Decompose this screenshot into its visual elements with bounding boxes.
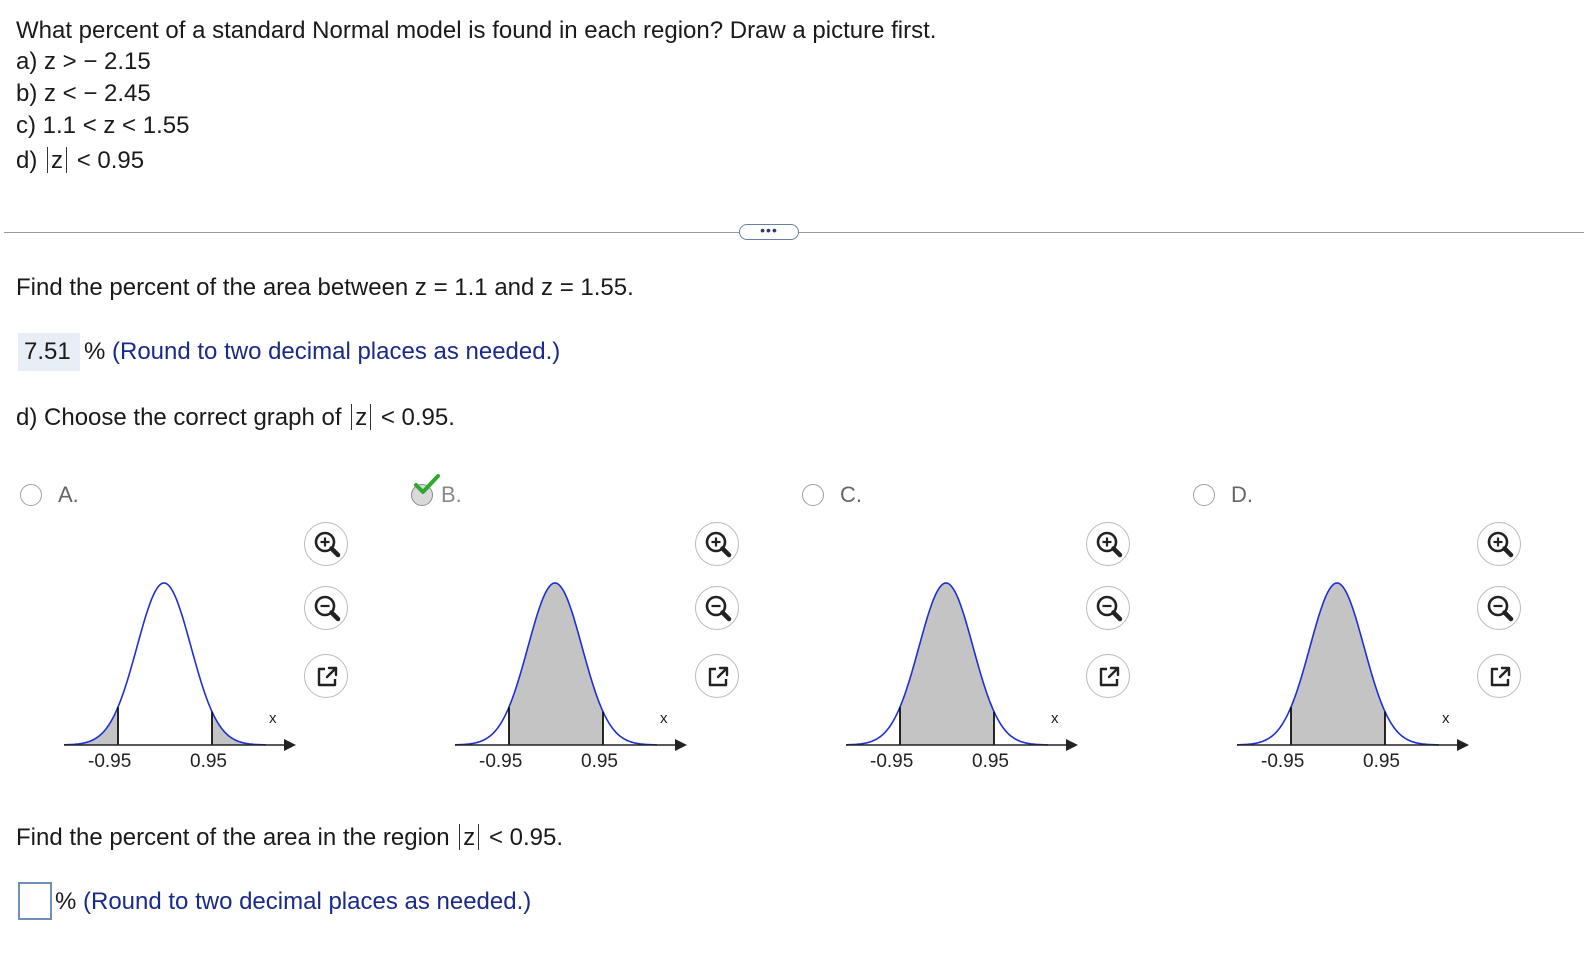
axis-arrow-icon <box>1066 739 1078 751</box>
final-prefix: Find the percent of the area in the region <box>16 824 450 851</box>
popout-button[interactable] <box>695 654 739 698</box>
abs-bar-right <box>478 824 479 850</box>
final-answer-input[interactable] <box>18 882 52 920</box>
zoom-in-button[interactable] <box>695 522 739 566</box>
section-c-prompt: Find the percent of the area between z = 1.1 and z = 1.55. <box>16 274 634 301</box>
expand-button[interactable]: ••• <box>739 224 799 240</box>
zoom-out-icon <box>1087 587 1131 631</box>
popout-icon <box>696 655 740 699</box>
option-panel-d <box>1191 478 1582 788</box>
x-axis-label: x <box>1442 710 1450 727</box>
part-d-prefix: d) <box>16 147 38 174</box>
section-d-suffix: < 0.95. <box>380 404 455 431</box>
popout-button[interactable] <box>304 654 348 698</box>
shaded-region <box>64 707 118 745</box>
zoom-in-icon <box>1087 523 1131 567</box>
section-d-var: z <box>355 404 368 431</box>
abs-bar-left <box>47 147 48 173</box>
axis-arrow-icon <box>675 739 687 751</box>
popout-icon <box>1478 655 1522 699</box>
option-panel-c <box>800 478 1191 788</box>
final-prompt <box>16 824 563 852</box>
section-c-hint: (Round to two decimal places as needed.) <box>112 338 561 365</box>
axis-arrow-icon <box>284 739 296 751</box>
final-var: z <box>463 824 476 851</box>
zoom-out-button[interactable] <box>1477 586 1521 630</box>
popout-button[interactable] <box>1086 654 1130 698</box>
zoom-out-icon <box>1478 587 1522 631</box>
part-d-suffix: < 0.95 <box>76 147 145 174</box>
tick-label-left: -0.95 <box>1261 751 1305 772</box>
final-percent: % <box>55 888 77 915</box>
tick-label-left: -0.95 <box>88 751 132 772</box>
x-axis-label: x <box>1051 710 1059 727</box>
option-label[interactable]: C. <box>840 482 862 507</box>
normal-curve-graph <box>1239 578 1519 878</box>
axis-arrow-icon <box>1457 739 1469 751</box>
option-label[interactable]: A. <box>58 482 79 507</box>
option-label[interactable]: B. <box>441 482 462 507</box>
section-d-prefix: d) Choose the correct graph of <box>16 404 342 431</box>
popout-icon <box>305 655 349 699</box>
abs-bar-left <box>351 404 352 430</box>
shaded-region <box>212 712 266 745</box>
abs-bar-left <box>459 824 460 850</box>
tick-label-right: 0.95 <box>1363 751 1400 772</box>
popout-icon <box>1087 655 1131 699</box>
section-c-percent: % <box>84 338 106 365</box>
tick-label-right: 0.95 <box>972 751 1009 772</box>
final-suffix: < 0.95. <box>488 824 564 851</box>
part-d <box>16 147 144 175</box>
section-c-answer[interactable]: 7.51 <box>18 333 80 371</box>
checkmark-icon <box>414 474 440 496</box>
option-radio[interactable] <box>802 484 824 506</box>
zoom-out-icon <box>305 587 349 631</box>
zoom-out-button[interactable] <box>695 586 739 630</box>
popout-button[interactable] <box>1477 654 1521 698</box>
zoom-in-button[interactable] <box>304 522 348 566</box>
zoom-out-button[interactable] <box>304 586 348 630</box>
tick-label-left: -0.95 <box>479 751 523 772</box>
tick-label-left: -0.95 <box>870 751 914 772</box>
option-radio[interactable] <box>20 484 42 506</box>
final-hint: (Round to two decimal places as needed.) <box>83 888 532 915</box>
zoom-out-icon <box>696 587 740 631</box>
zoom-in-icon <box>696 523 740 567</box>
zoom-in-icon <box>305 523 349 567</box>
part-d-var: z <box>51 147 64 174</box>
option-radio[interactable] <box>1193 484 1215 506</box>
part-a: a) z > − 2.15 <box>16 48 151 75</box>
x-axis-label: x <box>269 710 277 727</box>
part-b: b) z < − 2.45 <box>16 80 151 107</box>
abs-bar-right <box>66 147 67 173</box>
x-axis-label: x <box>660 710 668 727</box>
zoom-out-button[interactable] <box>1086 586 1130 630</box>
option-panel-a <box>18 478 409 788</box>
normal-curve <box>64 583 266 745</box>
option-label[interactable]: D. <box>1231 482 1253 507</box>
section-d-prompt <box>16 404 455 432</box>
tick-label-right: 0.95 <box>581 751 618 772</box>
normal-curve-graph <box>848 578 1128 878</box>
zoom-in-icon <box>1478 523 1522 567</box>
zoom-in-button[interactable] <box>1086 522 1130 566</box>
option-panel-b <box>409 478 800 788</box>
tick-label-right: 0.95 <box>190 751 227 772</box>
question-prompt: What percent of a standard Normal model is found in each region? Draw a picture first. <box>16 17 937 44</box>
zoom-in-button[interactable] <box>1477 522 1521 566</box>
abs-bar-right <box>370 404 371 430</box>
part-c: c) 1.1 < z < 1.55 <box>16 112 190 139</box>
